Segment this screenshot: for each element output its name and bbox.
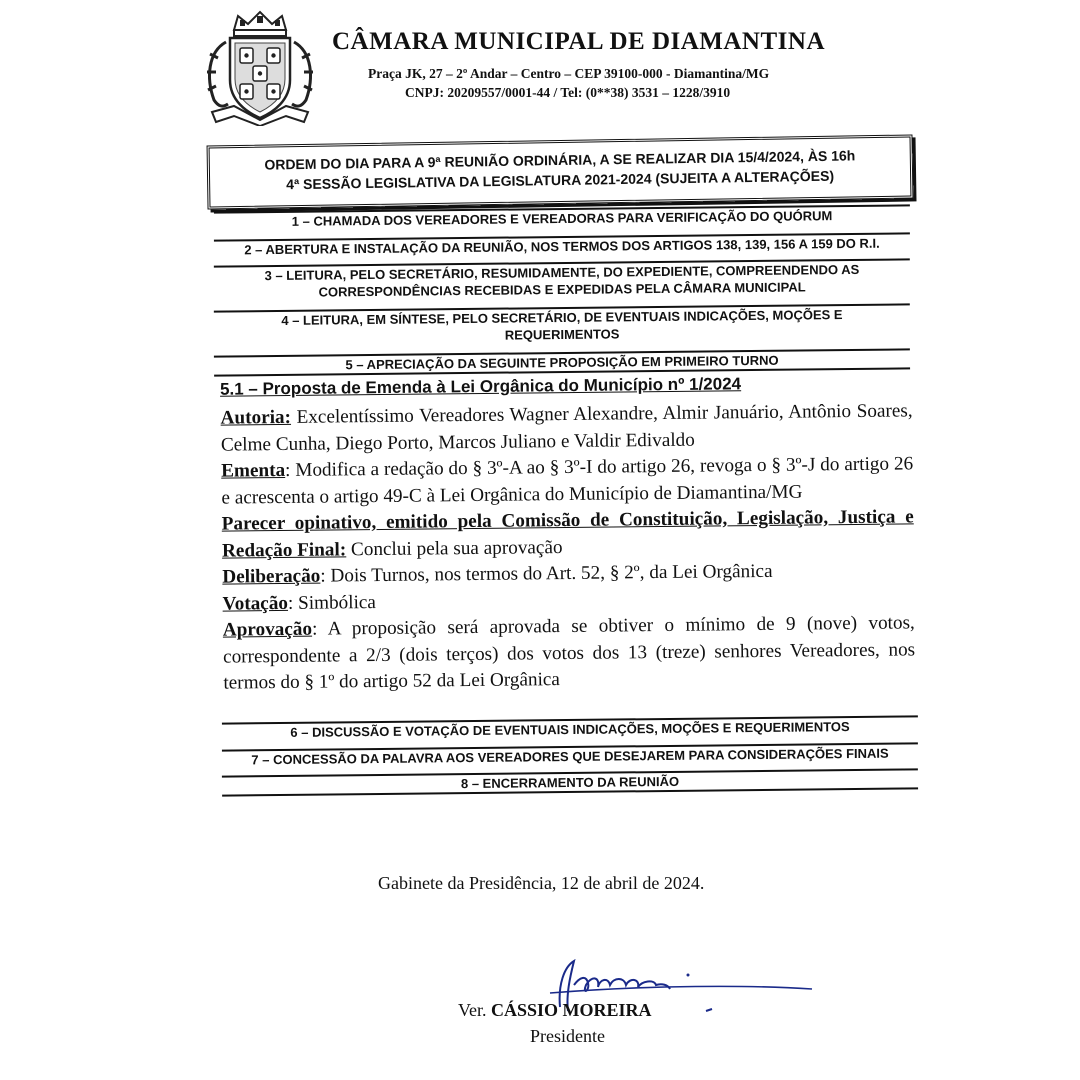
agenda-item-6	[222, 715, 918, 741]
agenda-item-text: 2 – ABERTURA E INSTALAÇÃO DA REUNIÃO, NOS TERMOS DOS ARTIGOS 138, 139, 156 A 159 DO R.I.	[244, 235, 880, 258]
aprovacao-label: Aprovação	[222, 618, 313, 641]
autoria-text: Excelentíssimo Vereadores Wagner Alexandre, Almir Januário, Antônio Soares, Celme Cunha, Diego Porto, Marcos Juliano e Valdir Edivaldo	[220, 400, 913, 456]
agenda-item-text: 4 – LEITURA, EM SÍNTESE, PELO SECRETÁRIO, DE EVENTUAIS INDICAÇÕES, MOÇÕES E	[281, 307, 843, 328]
agenda-item-text: 1 – CHAMADA DOS VEREADORES E VEREADORAS PARA VERIFICAÇÃO DO QUÓRUM	[291, 208, 833, 229]
aprovacao-paragraph	[223, 610, 916, 697]
agenda-item-text: 6 – DISCUSSÃO E VOTAÇÃO DE EVENTUAIS INDICAÇÕES, MOÇÕES E REQUERIMENTOS	[290, 719, 850, 740]
agenda-item-text-cont: REQUERIMENTOS	[504, 326, 620, 343]
signer-line	[458, 1000, 652, 1021]
deliberacao-label: Deliberação	[222, 565, 321, 588]
agenda-item-5	[214, 348, 910, 376]
agenda-title-line-2: 4ª SESSÃO LEGISLATIVA DA LEGISLATURA 2021-2024 (SUJEITA A ALTERAÇÕES)	[286, 167, 835, 193]
agenda-item-text: 5 – APRECIAÇÃO DA SEGUINTE PROPOSIÇÃO EM PRIMEIRO TURNO	[345, 352, 779, 373]
agenda-item-7	[222, 742, 918, 768]
ementa-label: Ementa	[221, 459, 286, 482]
ementa-text: : Modifica a redação do § 3º-A ao § 3º-I do artigo 26, revoga o § 3º-J do artigo 26 e acrescenta o artigo 49-C à Lei Orgânica do Município de Diamantina/MG	[221, 453, 914, 509]
proposition-title: 5.1 – Proposta de Emenda à Lei Orgânica do Município nº 1/2024	[219, 374, 742, 399]
agenda-item-3	[214, 258, 910, 301]
agenda-title-line-1: ORDEM DO DIA PARA A 9ª REUNIÃO ORDINÁRIA, A SE REALIZAR DIA 15/4/2024, ÀS 16h	[264, 147, 856, 173]
agenda-item-1	[214, 204, 910, 230]
proposition-body	[220, 398, 915, 697]
org-cnpj: CNPJ: 20209557/0001-44 / Tel: (0**38) 3531 – 1228/3910	[405, 85, 731, 100]
votacao-text: : Simbólica	[287, 591, 376, 614]
parecer-label: Parecer opinativo, emitido pela Comissão de Constituição, Legislação, Justiça e Redação Final:	[221, 506, 914, 562]
aprovacao-text: : A proposição será aprovada se obtiver o mínimo de 9 (nove) votos, correspondente a 2/3 (dois terços) dos votos dos 13 (treze) senhores Vereadores, nos termos do § 1º do artigo 52 da Lei Orgânica	[223, 612, 916, 694]
autoria-paragraph	[220, 398, 913, 458]
org-address: Praça JK, 27 – 2º Andar – Centro – CEP 39100-000 - Diamantina/MG	[368, 66, 770, 81]
parecer-text: Conclui pela sua aprovação	[346, 536, 563, 560]
agenda-item-text: 8 – ENCERRAMENTO DA REUNIÃO	[460, 773, 680, 792]
agenda-item-2	[214, 232, 910, 258]
date-line: Gabinete da Presidência, 12 de abril de 2024.	[378, 873, 705, 893]
signer-prefix: Ver.	[458, 1000, 491, 1020]
agenda-item-text: 7 – CONCESSÃO DA PALAVRA AOS VEREADORES QUE DESEJAREM PARA CONSIDERAÇÕES FINAIS	[251, 745, 889, 768]
autoria-label: Autoria:	[220, 406, 292, 429]
ementa-paragraph	[221, 451, 914, 511]
signer-name: CÁSSIO MOREIRA	[491, 1000, 652, 1020]
signer-role: Presidente	[530, 1026, 605, 1046]
agenda-item-4	[214, 303, 910, 346]
votacao-label: Votação	[222, 592, 289, 615]
agenda-item-text-cont: CORRESPONDÊNCIAS RECEBIDAS E EXPEDIDAS PELA CÂMARA MUNICIPAL	[318, 279, 806, 300]
agenda-item-8	[222, 768, 918, 796]
org-name: CÂMARA MUNICIPAL DE DIAMANTINA	[332, 28, 826, 55]
parecer-paragraph	[222, 504, 915, 564]
deliberacao-text: : Dois Turnos, nos termos do Art. 52, § 2º, da Lei Orgânica	[320, 560, 773, 587]
agenda-item-text: 3 – LEITURA, PELO SECRETÁRIO, RESUMIDAMENTE, DO EXPEDIENTE, COMPREENDENDO AS	[264, 261, 860, 284]
coat-of-arms-icon	[204, 8, 316, 126]
agenda-title-box	[207, 134, 914, 209]
